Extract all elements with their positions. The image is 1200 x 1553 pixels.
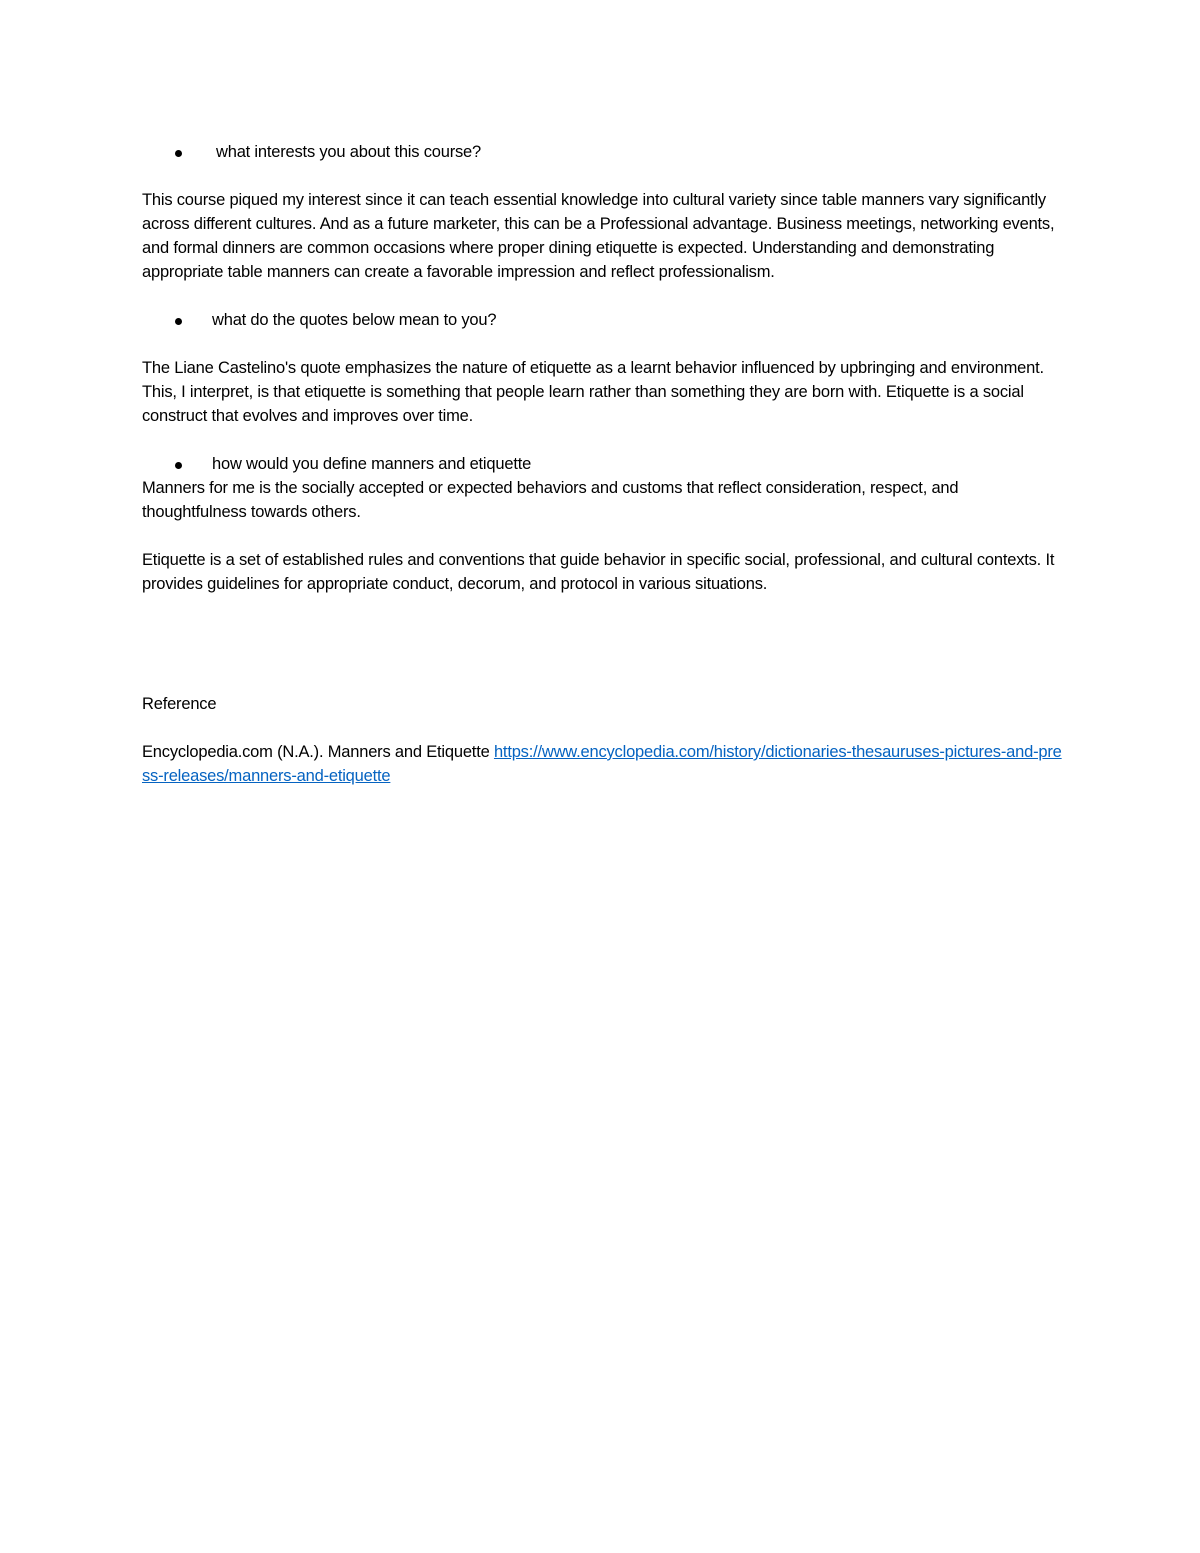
question-3-text: how would you define manners and etiquette (212, 455, 532, 473)
bullet-icon (175, 462, 182, 469)
blank-space (142, 620, 1067, 692)
reference-citation: Encyclopedia.com (N.A.). Manners and Etiquette (142, 743, 494, 761)
reference-link[interactable]: https://www.encyclopedia.com/history/dictionaries-thesauruses-pictures-and-press-releases/manners-and-etiquette (142, 743, 1062, 785)
document-body (142, 140, 1067, 812)
bullet-icon (175, 150, 182, 157)
question-1 (142, 140, 1067, 164)
answer-1: This course piqued my interest since it can teach essential knowledge into cultural variety since table manners vary significantly across different cultures. And as a future marketer, this can be a Professional advantage. Business meetings, networking events, and formal dinners are common occasions where proper dining etiquette is expected. Understanding and demonstrating appropriate table manners can create a favorable impression and reflect professionalism. (142, 191, 1055, 281)
question-2 (142, 308, 1067, 332)
answer-3-etiquette: Etiquette is a set of established rules and conventions that guide behavior in specific social, professional, and cultural contexts. It provides guidelines for appropriate conduct, decorum, and protocol in various situations. (142, 551, 1055, 593)
question-2-text: what do the quotes below mean to you? (212, 311, 497, 329)
reference-entry (142, 740, 1067, 788)
answer-2: The Liane Castelino's quote emphasizes the nature of etiquette as a learnt behavior influenced by upbringing and environment. This, I interpret, is that etiquette is something that people learn rather than something they are born with. Etiquette is a social construct that evolves and improves over time. (142, 359, 1044, 425)
bullet-icon (175, 318, 182, 325)
question-1-text: what interests you about this course? (216, 143, 482, 161)
answer-3-manners: Manners for me is the socially accepted or expected behaviors and customs that reflect consideration, respect, and thoughtfulness towards others. (142, 479, 959, 521)
question-3 (142, 452, 1067, 476)
reference-heading: Reference (142, 695, 217, 713)
